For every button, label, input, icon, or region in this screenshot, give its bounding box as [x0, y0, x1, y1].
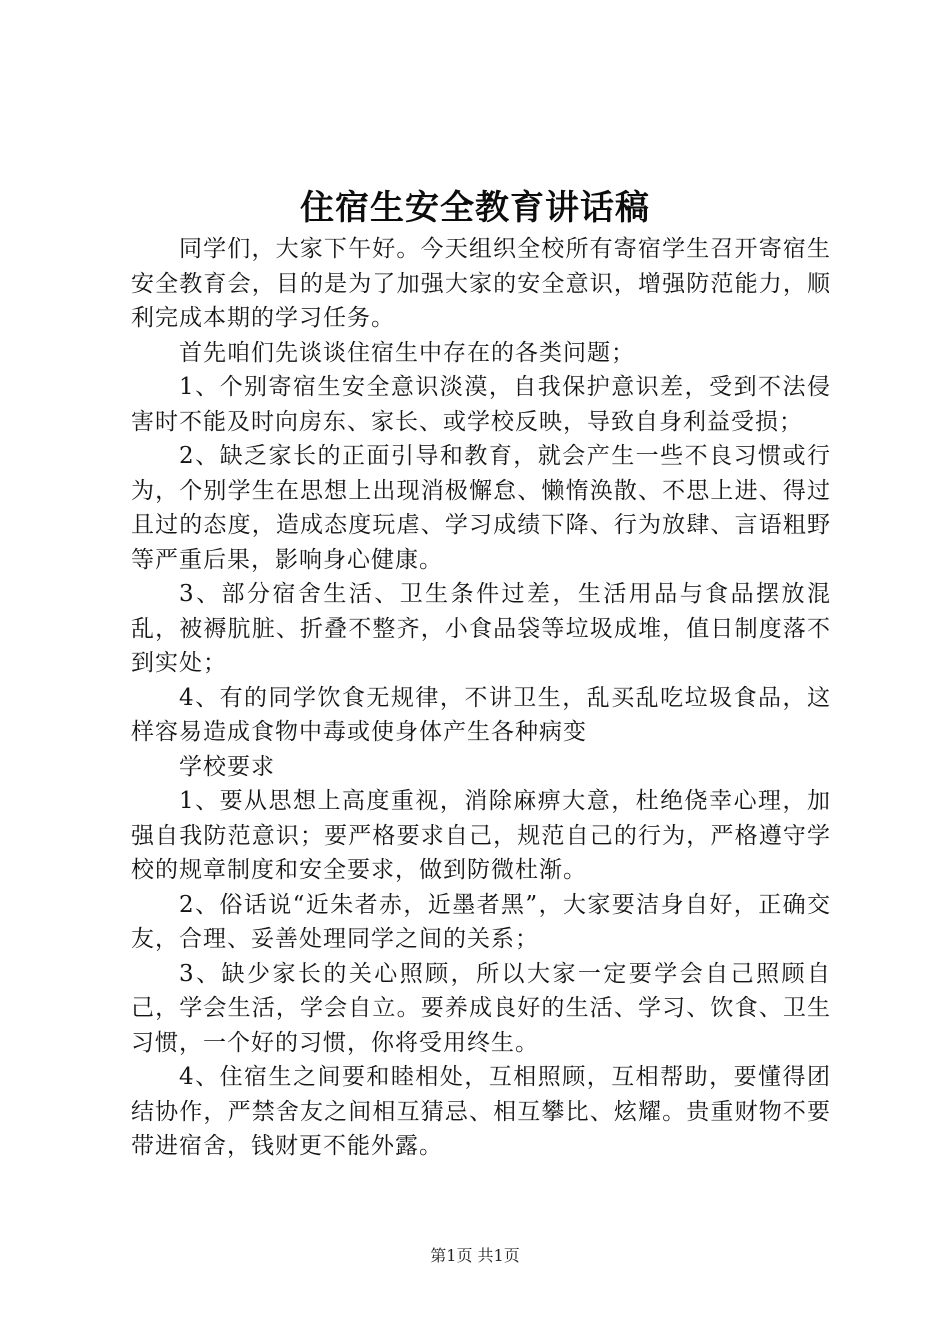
document-body	[131, 232, 831, 1164]
paragraph-requirement-2: 2、俗话说“近朱者赤，近墨者黑”，大家要洁身自好，正确交友，合理、妥善处理同学之间的关系；	[131, 891, 831, 952]
paragraph-requirement-3: 3、缺少家长的关心照顾，所以大家一定要学会自己照顾自己，学会生活，学会自立。要养成良好的生活、学习、饮食、卫生习惯，一个好的习惯，你将受用终生。	[131, 960, 831, 1056]
paragraph-requirement-4: 4、住宿生之间要和睦相处，互相照顾，互相帮助，要懂得团结协作，严禁舍友之间相互猜忌、相互攀比、炫耀。贵重财物不要带进宿舍，钱财更不能外露。	[131, 1064, 831, 1159]
paragraph-problem-1: 1、个别寄宿生安全意识淡漠，自我保护意识差，受到不法侵害时不能及时向房东、家长、或学校反映，导致自身利益受损；	[131, 374, 831, 435]
page-footer: 第1页 共1页	[430, 1246, 520, 1265]
paragraph-problem-3: 3、部分宿舍生活、卫生条件过差，生活用品与食品摆放混乱，被褥肮脏、折叠不整齐，小食品袋等垃圾成堆，值日制度落不到实处；	[131, 581, 831, 676]
paragraph-requirement-1: 1、要从思想上高度重视，消除麻痹大意，杜绝侥幸心理，加强自我防范意识；要严格要求自己，规范自己的行为，严格遵守学校的规章制度和安全要求，做到防微杜渐。	[131, 788, 831, 883]
paragraph-problem-4: 4、有的同学饮食无规律，不讲卫生，乱买乱吃垃圾食品，这样容易造成食物中毒或使身体产生各种病变	[131, 684, 831, 745]
paragraph-problem-2: 2、缺乏家长的正面引导和教育，就会产生一些不良习惯或行为，个别学生在思想上出现消极懈怠、懒惰涣散、不思上进、得过且过的态度，造成态度玩虐、学习成绩下降、行为放肆、言语粗野等严重后果，影响身心健康。	[131, 443, 831, 573]
paragraph-requirements-heading: 学校要求	[179, 753, 275, 780]
paragraph-problems-intro: 首先咱们先谈谈住宿生中存在的各类问题；	[179, 339, 635, 366]
paragraph-greeting: 同学们，大家下午好。今天组织全校所有寄宿学生召开寄宿生安全教育会，目的是为了加强大家的安全意识，增强防范能力，顺利完成本期的学习任务。	[131, 236, 831, 331]
document-title: 住宿生安全教育讲话稿	[300, 188, 650, 228]
